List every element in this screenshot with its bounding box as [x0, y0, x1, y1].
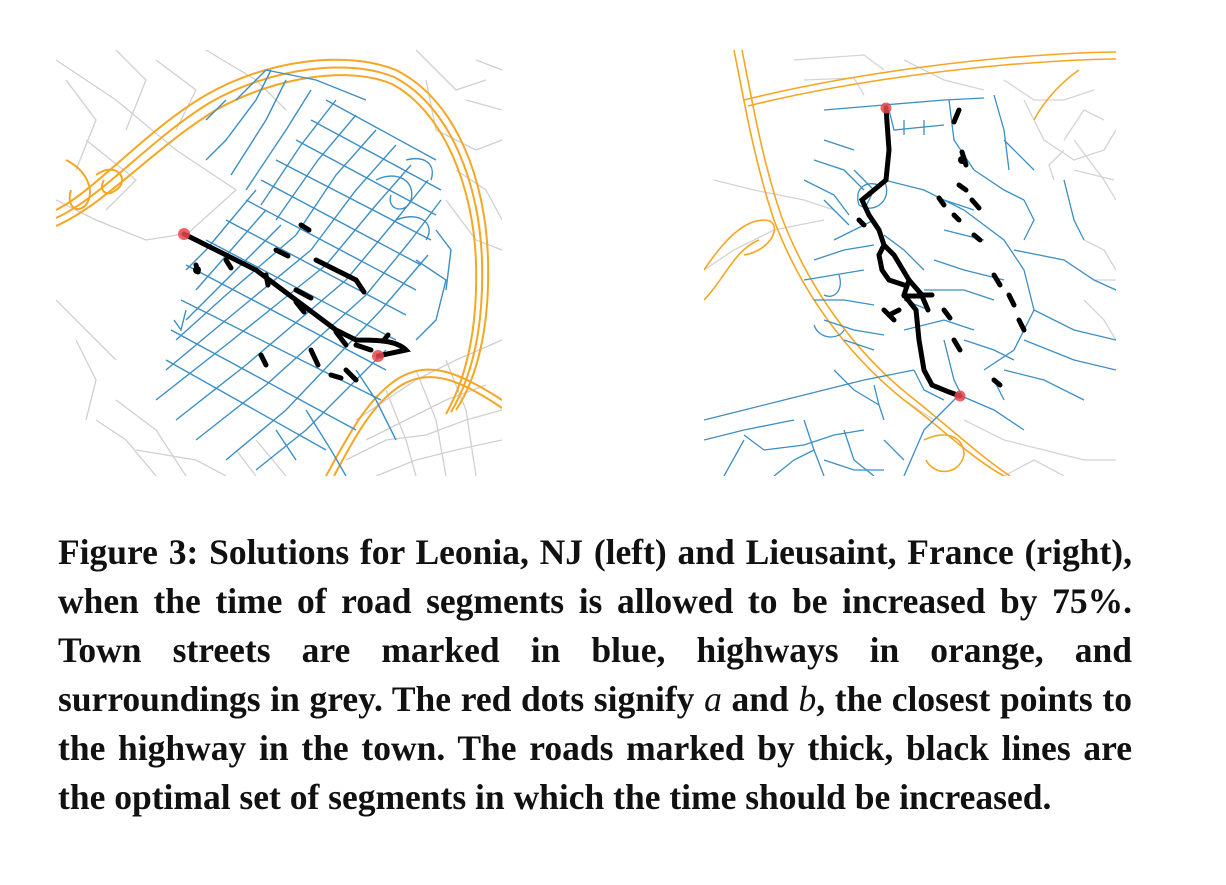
- map-lieusaint-svg: [704, 40, 1116, 476]
- town-streets: [704, 95, 1116, 476]
- caption-text-1: Figure 3: Solutions for Leonia, NJ (left) and Lieusaint, France (right), when the time of road segments is allowed to be increased by 75%. Town streets are marked in blue, highways in orange, and surroundings in grey. The red dots signify: [58, 532, 1132, 719]
- surrounding-roads: [56, 50, 502, 476]
- highway-roads: [704, 50, 1116, 476]
- surrounding-roads: [704, 55, 1116, 476]
- map-leonia-nj: [56, 40, 502, 476]
- map-lieusaint-france: [704, 40, 1116, 476]
- endpoint-a: [178, 228, 190, 240]
- caption-text-3: , the closest points to the highway in the town. The roads marked by thick, black lines are the optimal set of segments in which the time should be increased.: [58, 679, 1132, 817]
- endpoint-a: [881, 103, 892, 114]
- map-leonia-svg: [56, 40, 502, 476]
- endpoint-b: [955, 391, 966, 402]
- caption-var-b: b: [798, 679, 817, 719]
- figure-caption: [58, 528, 1132, 822]
- caption-text-2: and: [721, 679, 799, 719]
- caption-var-a: a: [704, 679, 722, 719]
- endpoint-b: [372, 350, 384, 362]
